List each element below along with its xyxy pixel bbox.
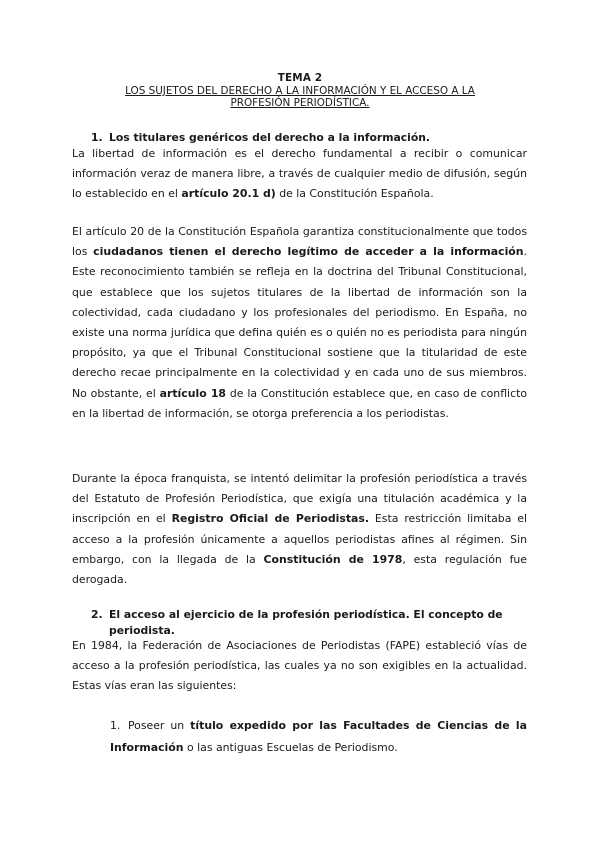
- bold-run: artículo 18: [159, 386, 227, 400]
- bold-run: ciudadanos tienen el derecho legítimo de acceder a la información: [93, 245, 524, 259]
- text-run: , esta regulación fue derogada.: [72, 552, 528, 587]
- bold-run: Registro Oficial de Periodistas.: [171, 512, 370, 526]
- section-2-heading: [91, 607, 531, 639]
- text-run: Durante la época franquista, se intentó delimitar la profesión periodística a través del Estatuto de Profesión Periodística, que exigía una titulación académica y la inscripción en el: [72, 472, 527, 526]
- text-run: Esta restricción limitaba el acceso a la profesión únicamente a aquellos periodistas afines al régimen. Sin embargo, con la llegada de la: [72, 512, 527, 566]
- section-2-heading-line2: periodista.: [109, 624, 175, 637]
- text-run: o las antiguas Escuelas de Periodismo.: [183, 741, 398, 754]
- bold-run: artículo 20.1 d): [181, 187, 276, 201]
- text-run: El artículo 20 de la Constitución Española garantiza constitucionalmente que todos los: [72, 225, 527, 259]
- bold-run: Constitución de 1978: [263, 552, 403, 566]
- bold-run: título expedido por las Facultades de Ciencias de la Información: [110, 719, 528, 754]
- paragraph-4: En 1984, la Federación de Asociaciones de Periodistas (FAPE) estableció vías de acceso a la profesión periodística, las cuales ya no son exigibles en la actualidad. Estas vías eran las siguientes:: [72, 639, 527, 693]
- list-item: [110, 715, 527, 759]
- list-item-number: 1.: [110, 719, 121, 732]
- paragraph-1: [72, 144, 527, 205]
- text-run: de la Constitución Española.: [275, 187, 434, 201]
- section-1-number: 1.: [91, 131, 103, 144]
- topic-label: TEMA 2: [277, 72, 323, 84]
- text-run: de la Constitución establece que, en caso de conflicto en la libertad de información, se otorga preferencia a los periodistas.: [72, 386, 528, 420]
- section-2-number: 2.: [91, 608, 103, 621]
- text-run: . Este reconocimiento también se refleja en la doctrina del Tribunal Constitucional, que establece que los sujetos titulares de la libertad de información son la colectividad, cada ciudadano y los profesionales del periodismo. En España, no existe una norma jurídica que defina quién es o quién no es periodista para ningún propósito, ya que el Tribunal Constitucional sostiene que la titularidad de este derecho recae principalmente en la colectividad y en cada uno de sus miembros. No obstante, el: [72, 245, 528, 400]
- paragraph-3: [72, 469, 527, 590]
- section-1-heading-text: Los titulares genéricos del derecho a la información.: [109, 131, 431, 144]
- text-run: La libertad de información es el derecho fundamental a recibir o comunicar información veraz de manera libre, a través de cualquier medio de difusión, según lo establecido en el: [72, 147, 527, 201]
- paragraph-2: [72, 222, 527, 424]
- document-title-line1: LOS SUJETOS DEL DERECHO A LA INFORMACIÓN Y EL ACCESO A LA: [125, 85, 475, 97]
- section-2-heading-line1: El acceso al ejercicio de la profesión periodística. El concepto de: [109, 608, 503, 621]
- text-run: Poseer un: [128, 719, 191, 732]
- document-title-line2: PROFESIÓN PERIODÍSTICA.: [230, 97, 370, 109]
